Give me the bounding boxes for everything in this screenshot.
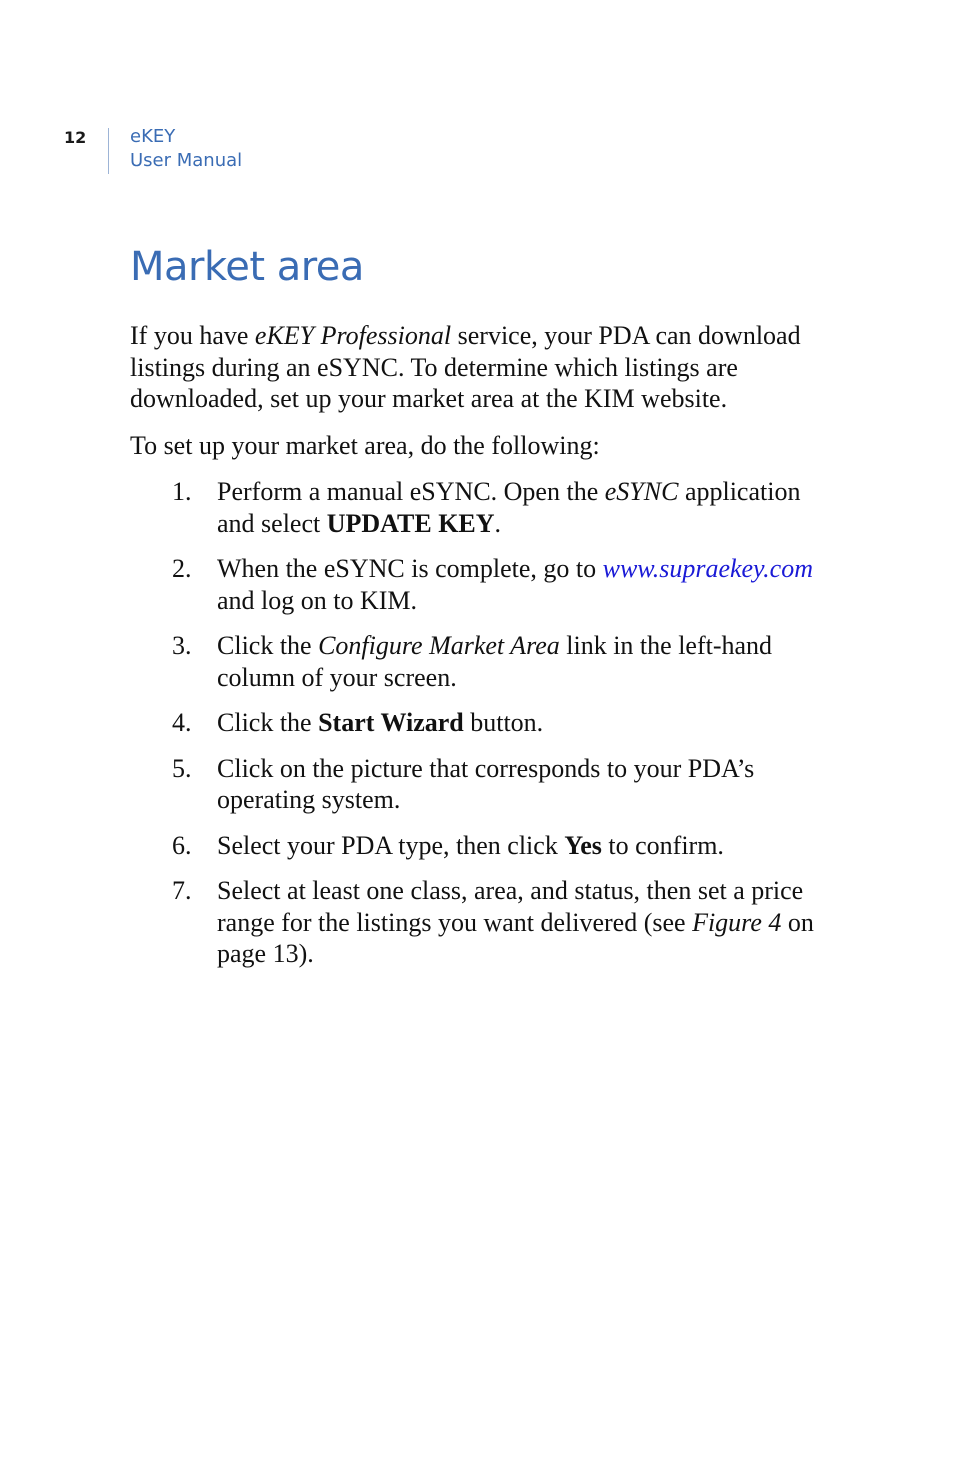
list-item	[130, 707, 830, 739]
step-number: 7.	[172, 876, 192, 905]
document-type: User Manual	[130, 150, 243, 171]
step-number: 6.	[172, 830, 192, 860]
intro-paragraph	[130, 320, 830, 415]
page-number: 12	[64, 128, 87, 147]
step-text: When the eSYNC is complete, go to	[217, 554, 603, 583]
button-name-text: UPDATE KEY	[326, 508, 495, 538]
lead-in-paragraph: To set up your market area, do the following:	[130, 430, 600, 460]
step-text: button.	[463, 708, 544, 737]
step-text: and log on to KIM.	[217, 585, 418, 615]
step-text: to confirm.	[601, 830, 724, 860]
step-text: Click the	[217, 631, 319, 660]
step-text: application and select	[217, 477, 801, 538]
step-text: on page 13).	[217, 907, 814, 968]
list-item	[130, 875, 830, 970]
button-name-text: Start Wizard	[318, 708, 464, 737]
product-name: eKEY	[130, 126, 176, 147]
list-item	[130, 630, 830, 693]
intro-text-cont: service, your PDA can download listings during an eSYNC. To determine which listings are downloaded, set up your market area at the KIM website.	[130, 321, 801, 413]
step-number: 4.	[172, 708, 192, 737]
step-number: 3.	[172, 631, 192, 660]
steps-list	[130, 476, 830, 970]
step-text: link in the left-hand column of your screen.	[217, 631, 773, 692]
section-title: Market area	[130, 244, 364, 290]
step-text: Select at least one class, area, and status, then set a price range for the listings you want delivered (see	[217, 876, 804, 937]
link-name-text: Configure Market Area	[318, 631, 560, 660]
body-content	[130, 320, 830, 984]
step-text: Select your PDA type, then click	[217, 830, 565, 860]
list-item	[130, 553, 830, 616]
step-text: Click on the picture that corresponds to your PDA’s operating system.	[217, 753, 755, 814]
running-header	[130, 125, 242, 173]
button-name-text: Yes	[564, 830, 602, 860]
step-text: Click the	[217, 708, 319, 737]
page-header	[0, 124, 400, 176]
list-item	[130, 830, 830, 862]
step-text: Perform a manual eSYNC. Open the	[217, 477, 605, 506]
step-number: 2.	[172, 554, 192, 583]
list-item	[130, 753, 830, 816]
app-name-text: eSYNC	[604, 477, 679, 506]
figure-reference-text: Figure 4	[692, 907, 782, 937]
intro-text: If you have	[130, 321, 255, 350]
step-number: 1.	[172, 477, 192, 506]
step-text: .	[494, 508, 502, 538]
step-number: 5.	[172, 753, 192, 783]
header-divider	[108, 128, 109, 174]
list-item	[130, 476, 830, 539]
website-link[interactable]: www.supraekey.com	[602, 554, 813, 583]
product-tier-text: eKEY Professional	[254, 321, 452, 350]
